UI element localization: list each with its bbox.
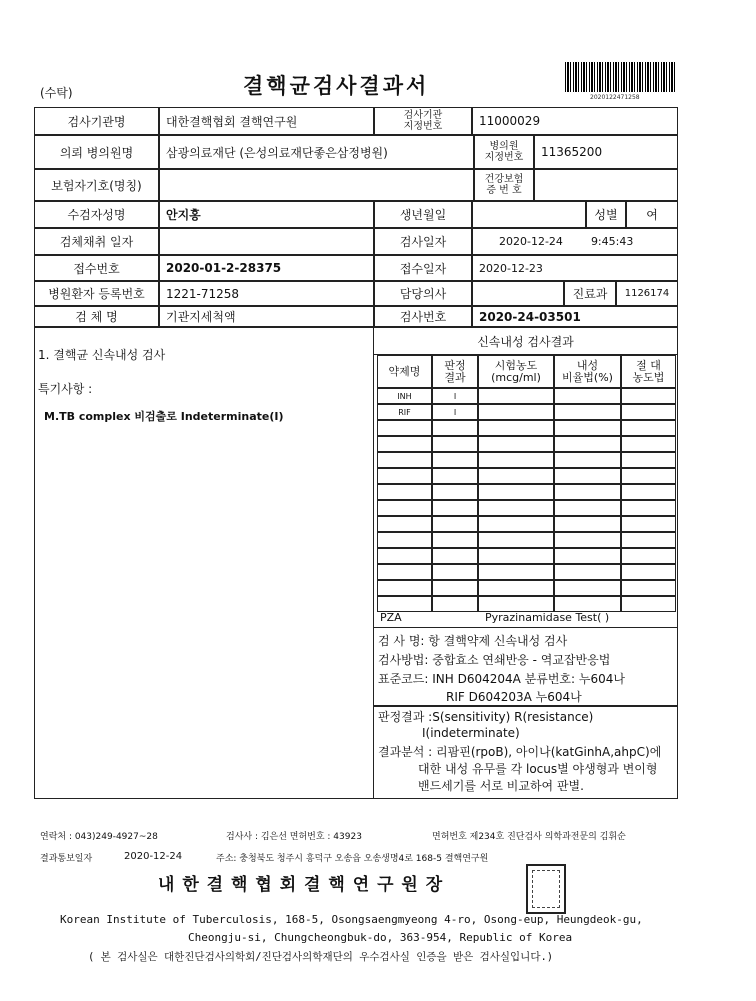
grid-cell (478, 404, 554, 420)
grid-cell (478, 420, 554, 436)
grid-cell (377, 596, 432, 612)
grid-cell (432, 532, 478, 548)
grid-cell (621, 516, 676, 532)
test-no-value: 2020-24-03501 (472, 306, 678, 327)
grid-cell (554, 388, 621, 404)
grid-cell (478, 500, 554, 516)
grid-cell (432, 596, 478, 612)
grid-cell (432, 484, 478, 500)
grid-cell (554, 516, 621, 532)
grid-cell (478, 436, 554, 452)
org-name-kr: 내 한 결 핵 협 회 결 핵 연 구 원 장 (158, 875, 444, 895)
grid-header-cell (621, 355, 676, 388)
grid-cell (478, 596, 554, 612)
lab-no-label-line1: 검사기관 (403, 110, 443, 121)
test-date-cell (472, 228, 678, 255)
grid-cell (432, 420, 478, 436)
dept-value: 1126174 (616, 281, 678, 306)
interp-line5: 밴드세기를 서로 비교하여 판별. (418, 779, 584, 793)
results-title: 신속내성 검사결과 (373, 327, 678, 355)
grid-cell (554, 484, 621, 500)
grid-cell (478, 580, 554, 596)
grid-cell (554, 452, 621, 468)
specimen-label: 검 체 명 (34, 306, 159, 327)
method-line2: 검사방법: 중합효소 연쇄반응 - 역교잡반응법 (378, 653, 611, 667)
interp-line4: 대한 내성 유무를 각 locus별 야생형과 변이형 (418, 762, 658, 776)
grid-cell (432, 564, 478, 580)
grid-header-text: 약제명 (388, 364, 421, 378)
grid-cell (432, 580, 478, 596)
grid-cell (554, 580, 621, 596)
accession-value: 2020-01-2-28375 (159, 255, 374, 281)
test-time-value: 9:45:43 (590, 235, 634, 248)
interp-line2: I(indeterminate) (422, 726, 520, 740)
accept-date-label: 접수일자 (374, 255, 472, 281)
grid-cell (621, 564, 676, 580)
grid-cell (621, 452, 676, 468)
grid-cell (432, 468, 478, 484)
org-address-en-line1: Korean Institute of Tuberculosis, 168-5, Osongsaengmyeong 4-ro, Osong-eup, Heungdeok-gu, (60, 913, 643, 926)
grid-cell (554, 420, 621, 436)
test-no-label: 검사번호 (374, 306, 472, 327)
hospital-no-value: 11365200 (534, 135, 678, 169)
lab-value: 대한결핵협회 결핵연구원 (159, 107, 374, 135)
grid-cell (621, 484, 676, 500)
grid-cell (554, 596, 621, 612)
hospital-no-label-line1: 병의원 (489, 141, 519, 152)
interp-line1: 판정결과 :S(sensitivity) R(resistance) (378, 710, 594, 724)
grid-cell (377, 548, 432, 564)
footer-tester: 검사사 : 김은선 면허번호 : 43923 (226, 832, 362, 842)
grid-cell (554, 500, 621, 516)
grid-cell (377, 532, 432, 548)
grid-cell (377, 516, 432, 532)
grid-cell (554, 404, 621, 420)
insurance-no-label (474, 169, 534, 201)
grid-header-text: (mcg/ml) (491, 370, 541, 384)
drug-result: I (432, 388, 478, 404)
grid-cell (621, 388, 676, 404)
receipt-label: (수탁) (40, 86, 73, 100)
method-line4: RIF D604203A 누604나 (446, 690, 582, 704)
interp-line3: 결과분석 : 리팜핀(rpoB), 아이나(katGinhA,ahpC)에 (378, 745, 662, 759)
test-date-value: 2020-12-24 (499, 235, 563, 248)
grid-header-text: 판정 (444, 358, 466, 372)
insurance-no-value (534, 169, 678, 201)
grid-header-text: 내성 (576, 358, 599, 372)
grid-cell (478, 564, 554, 580)
grid-cell (377, 436, 432, 452)
reg-value: 1221-71258 (159, 281, 374, 306)
specimen-value: 기관지세척액 (159, 306, 374, 327)
grid-cell (621, 532, 676, 548)
remarks-value: M.TB complex 비검출로 Indeterminate(I) (44, 410, 284, 423)
lab-no-value: 11000029 (472, 107, 678, 135)
grid-cell (621, 500, 676, 516)
grid-header-text: 농도법 (632, 370, 665, 384)
grid-cell (554, 564, 621, 580)
birth-label: 생년월일 (374, 201, 472, 228)
insurance-no-label-line2: 증 번 호 (486, 185, 522, 196)
drug-name: INH (377, 388, 432, 404)
accession-label: 접수번호 (34, 255, 159, 281)
certification-notice: ( 본 검사실은 대한진단검사의학회/진단검사의학재단의 우수검사실 인증을 받은 검사실입니다.) (88, 951, 554, 963)
lab-no-label (374, 107, 472, 135)
method-line3: 표준코드: INH D604204A 분류번호: 누604나 (378, 672, 625, 686)
grid-header-text: 절 대 (636, 358, 661, 372)
org-address-en-line2: Cheongju-si, Chungcheongbuk-do, 363-954, Republic of Korea (188, 931, 573, 944)
grid-cell (621, 404, 676, 420)
insurer-value (159, 169, 474, 201)
hospital-no-label (474, 135, 534, 169)
remarks-label: 특기사항 : (38, 382, 93, 396)
grid-cell (377, 420, 432, 436)
grid-cell (377, 500, 432, 516)
grid-cell (377, 484, 432, 500)
grid-cell (478, 548, 554, 564)
document-title: 결핵균검사결과서 (243, 74, 430, 98)
grid-cell (621, 420, 676, 436)
grid-cell (621, 468, 676, 484)
patient-value: 안지홍 (159, 201, 374, 228)
grid-cell (554, 532, 621, 548)
grid-cell (478, 516, 554, 532)
footer-notify-date: 2020-12-24 (124, 851, 183, 862)
barcode (565, 62, 677, 92)
grid-header-cell (478, 355, 554, 388)
grid-cell (432, 548, 478, 564)
grid-cell (432, 516, 478, 532)
grid-cell (554, 468, 621, 484)
hospital-value: 삼광의료재단 (은성의료재단좋은삼정병원) (159, 135, 474, 169)
sex-label: 성별 (586, 201, 626, 228)
lab-label: 검사기관명 (34, 107, 159, 135)
grid-header-cell (554, 355, 621, 388)
accept-date-value: 2020-12-23 (472, 255, 678, 281)
doctor-label: 담당의사 (374, 281, 472, 306)
hospital-no-label-line2: 지정번호 (484, 152, 524, 163)
dept-label: 진료과 (564, 281, 616, 306)
grid-header-cell (377, 355, 432, 388)
grid-cell (478, 532, 554, 548)
hospital-label: 의뢰 병의원명 (34, 135, 159, 169)
method-line1: 검 사 명: 항 결핵약제 신속내성 검사 (378, 634, 568, 648)
lab-no-label-line2: 지정번호 (403, 121, 443, 132)
reg-label: 병원환자 등록번호 (34, 281, 159, 306)
grid-cell (432, 436, 478, 452)
collect-value (159, 228, 374, 255)
drug-result: I (432, 404, 478, 420)
grid-cell (432, 500, 478, 516)
grid-cell (554, 436, 621, 452)
drug-name: RIF (377, 404, 432, 420)
grid-cell (478, 484, 554, 500)
grid-cell (621, 580, 676, 596)
grid-header-text: 결과 (444, 370, 466, 384)
doctor-value (472, 281, 564, 306)
footer-address: 주소: 충청북도 청주시 흥덕구 오송읍 오송생명4로 168-5 결핵연구원 (216, 854, 489, 864)
footer-contact: 연락처 : 043)249-4927~28 (40, 832, 158, 842)
pza-value: Pyrazinamidase Test( ) (485, 611, 610, 624)
grid-cell (478, 388, 554, 404)
grid-cell (377, 452, 432, 468)
insurer-label: 보험자기호(명칭) (34, 169, 159, 201)
pza-label: PZA (380, 611, 402, 624)
grid-cell (377, 564, 432, 580)
footer-licensed: 면허번호 제234호 진단검사 의학과전문의 김휘순 (432, 832, 626, 842)
grid-cell (478, 468, 554, 484)
footer-notify-label: 결과통보일자 (40, 854, 93, 864)
grid-header-text: 시험농도 (494, 358, 538, 372)
test-date-label: 검사일자 (374, 228, 472, 255)
test-name: 1. 결핵균 신속내성 검사 (38, 348, 166, 362)
grid-cell (377, 468, 432, 484)
patient-label: 수검자성명 (34, 201, 159, 228)
birth-value (472, 201, 586, 228)
grid-cell (478, 452, 554, 468)
grid-cell (621, 436, 676, 452)
grid-cell (432, 452, 478, 468)
grid-header-cell (432, 355, 478, 388)
grid-cell (621, 548, 676, 564)
grid-header-text: 비율법(%) (562, 370, 613, 384)
grid-cell (377, 580, 432, 596)
official-seal-icon (526, 864, 566, 914)
grid-cell (621, 596, 676, 612)
collect-label: 검체채취 일자 (34, 228, 159, 255)
insurance-no-label-line1: 건강보험 (484, 174, 524, 185)
grid-cell (554, 548, 621, 564)
barcode-text: 2020122471258 (590, 94, 640, 101)
sex-value: 여 (626, 201, 678, 228)
